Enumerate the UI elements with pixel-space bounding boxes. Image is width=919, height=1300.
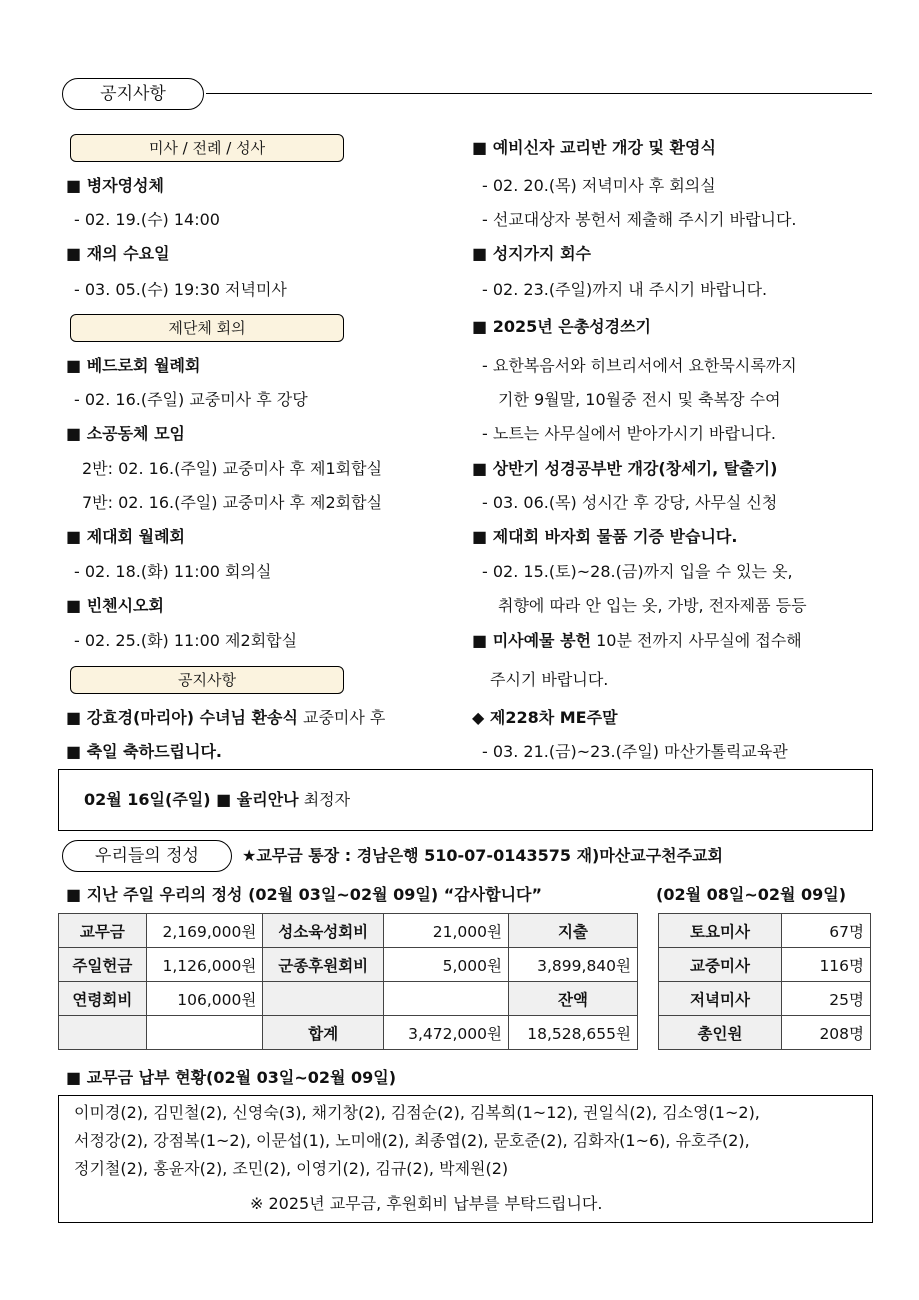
mass-offering-line [472,631,802,651]
feast-name: 최정자 [298,790,351,809]
header-rule [206,93,872,94]
cell-label: 지출 [508,914,637,948]
bible-writing-line3: - 노트는 사무실에서 받아가시기 바랍니다. [482,424,776,443]
dues-note: ※ 2025년 교무금, 후원회비 납부를 부탁드립니다. [250,1194,603,1213]
farewell-title: ■ 강효경(마리아) 수녀님 환송식 [66,708,298,727]
dues-line3: 정기철(2), 홍윤자(2), 조민(2), 이영기(2), 김규(2), 박제원(2) [74,1159,509,1178]
bible-writing-line1: - 요한복음서와 히브리서에서 요한묵시록까지 [482,356,797,375]
altar-society-line: - 02. 18.(화) 11:00 회의실 [74,562,272,581]
sick-communion-line: - 02. 19.(수) 14:00 [74,210,220,229]
bible-writing-title: ■ 2025년 은총성경쓰기 [472,317,651,336]
cell-value: 3,472,000원 [384,1016,509,1050]
cell-value [384,982,509,1016]
cell-label: 교중미사 [659,948,782,982]
palm-line: - 02. 23.(주일)까지 내 주시기 바랍니다. [482,280,768,299]
bazaar-line1: - 02. 15.(토)~28.(금)까지 입을 수 있는 옷, [482,562,793,581]
small-community-line2: 7반: 02. 16.(주일) 교중미사 후 제2회합실 [82,493,383,512]
last-week-heading: ■ 지난 주일 우리의 정성 (02월 03일~02월 09일) “감사합니다” [66,885,543,904]
cell-value: 5,000원 [384,948,509,982]
farewell-rest: 교중미사 후 [297,708,386,727]
cell-label [59,1016,147,1050]
cell-label: 잔액 [508,982,637,1016]
cell-label: 교무금 [59,914,147,948]
cell-label [263,982,384,1016]
cell-value: 18,528,655원 [508,1016,637,1050]
ash-wednesday-line: - 03. 05.(수) 19:30 저녁미사 [74,280,287,299]
ash-wednesday-title: ■ 재의 수요일 [66,244,170,263]
attendance-table [658,913,871,1050]
sick-communion-title: ■ 병자영성체 [66,176,164,195]
catechism-title: ■ 예비신자 교리반 개강 및 환영식 [472,138,716,157]
cell-value: 67명 [782,914,871,948]
vincent-society-title: ■ 빈첸시오회 [66,596,164,615]
bank-account: ★교무금 통장 : 경남은행 510-07-0143575 재)마산교구천주교회 [242,846,723,865]
dues-heading: ■ 교무금 납부 현황(02월 03일~02월 09일) [66,1068,397,1087]
farewell-line [66,708,385,728]
section-title-offerings: 우리들의 정성 [62,840,232,872]
attendance-heading: (02월 08일~02월 09일) [656,885,847,904]
altar-society-title: ■ 제대회 월례회 [66,527,185,546]
cell-label: 합계 [263,1016,384,1050]
vincent-society-line: - 02. 25.(화) 11:00 제2회합실 [74,631,298,650]
cell-value: 3,899,840원 [508,948,637,982]
bible-study-title: ■ 상반기 성경공부반 개강(창세기, 탈출기) [472,459,778,478]
peter-society-title: ■ 베드로회 월례회 [66,356,201,375]
bible-writing-line2: 기한 9월말, 10월중 전시 및 축복장 수여 [498,390,781,409]
cell-value: 116명 [782,948,871,982]
palm-title: ■ 성지가지 회수 [472,244,591,263]
table-row [59,1016,638,1050]
table-row [659,1016,871,1050]
cell-label: 성소육성회비 [263,914,384,948]
cell-value: 25명 [782,982,871,1016]
tag-mass-liturgy: 미사 / 전례 / 성사 [70,134,344,162]
table-row [59,948,638,982]
small-community-title: ■ 소공동체 모임 [66,424,185,443]
small-community-line1: 2반: 02. 16.(주일) 교중미사 후 제1회합실 [82,459,383,478]
cell-value: 106,000원 [146,982,263,1016]
me-weekend-line: - 03. 21.(금)~23.(주일) 마산가톨릭교육관 [482,742,788,761]
cell-label: 주일헌금 [59,948,147,982]
peter-society-line: - 02. 16.(주일) 교중미사 후 강당 [74,390,308,409]
cell-value: 21,000원 [384,914,509,948]
catechism-line1: - 02. 20.(목) 저녁미사 후 회의실 [482,176,716,195]
table-row [659,948,871,982]
feast-date: 02월 16일(주일) ■ 율리안나 [84,790,299,809]
dues-line2: 서정강(2), 강점복(1~2), 이문섭(1), 노미애(2), 최종엽(2), 문호준(2), 김화자(1~6), 유호주(2), [74,1131,750,1150]
offerings-table [58,913,638,1050]
bible-study-line: - 03. 06.(목) 성시간 후 강당, 사무실 신청 [482,493,778,512]
cell-value: 208명 [782,1016,871,1050]
table-row [59,982,638,1016]
cell-value [146,1016,263,1050]
feast-line [84,790,350,810]
table-row [659,982,871,1016]
dues-line1: 이미경(2), 김민철(2), 신영숙(3), 채기창(2), 김점순(2), 김복희(1~12), 권일식(2), 김소영(1~2), [74,1103,760,1122]
table-row [59,914,638,948]
cell-value: 1,126,000원 [146,948,263,982]
cell-label: 군종후원회비 [263,948,384,982]
cell-label: 저녁미사 [659,982,782,1016]
me-weekend-title: ◆ 제228차 ME주말 [472,708,618,727]
cell-label: 토요미사 [659,914,782,948]
tag-groups-meeting: 제단체 회의 [70,314,344,342]
mass-offering-rest: 10분 전까지 사무실에 접수해 [591,631,802,650]
cell-label: 연령회비 [59,982,147,1016]
mass-offering-title: ■ 미사예물 봉헌 [472,631,591,650]
cell-value: 2,169,000원 [146,914,263,948]
tag-notices: 공지사항 [70,666,344,694]
bazaar-line2: 취향에 따라 안 입는 옷, 가방, 전자제품 등등 [498,596,807,615]
section-title-notices: 공지사항 [62,78,204,110]
feast-congrats-title: ■ 축일 축하드립니다. [66,742,222,761]
cell-label: 총인원 [659,1016,782,1050]
bazaar-title: ■ 제대회 바자회 물품 기증 받습니다. [472,527,738,546]
catechism-line2: - 선교대상자 봉헌서 제출해 주시기 바랍니다. [482,210,797,229]
table-row [659,914,871,948]
mass-offering-line2: 주시기 바랍니다. [490,670,609,689]
